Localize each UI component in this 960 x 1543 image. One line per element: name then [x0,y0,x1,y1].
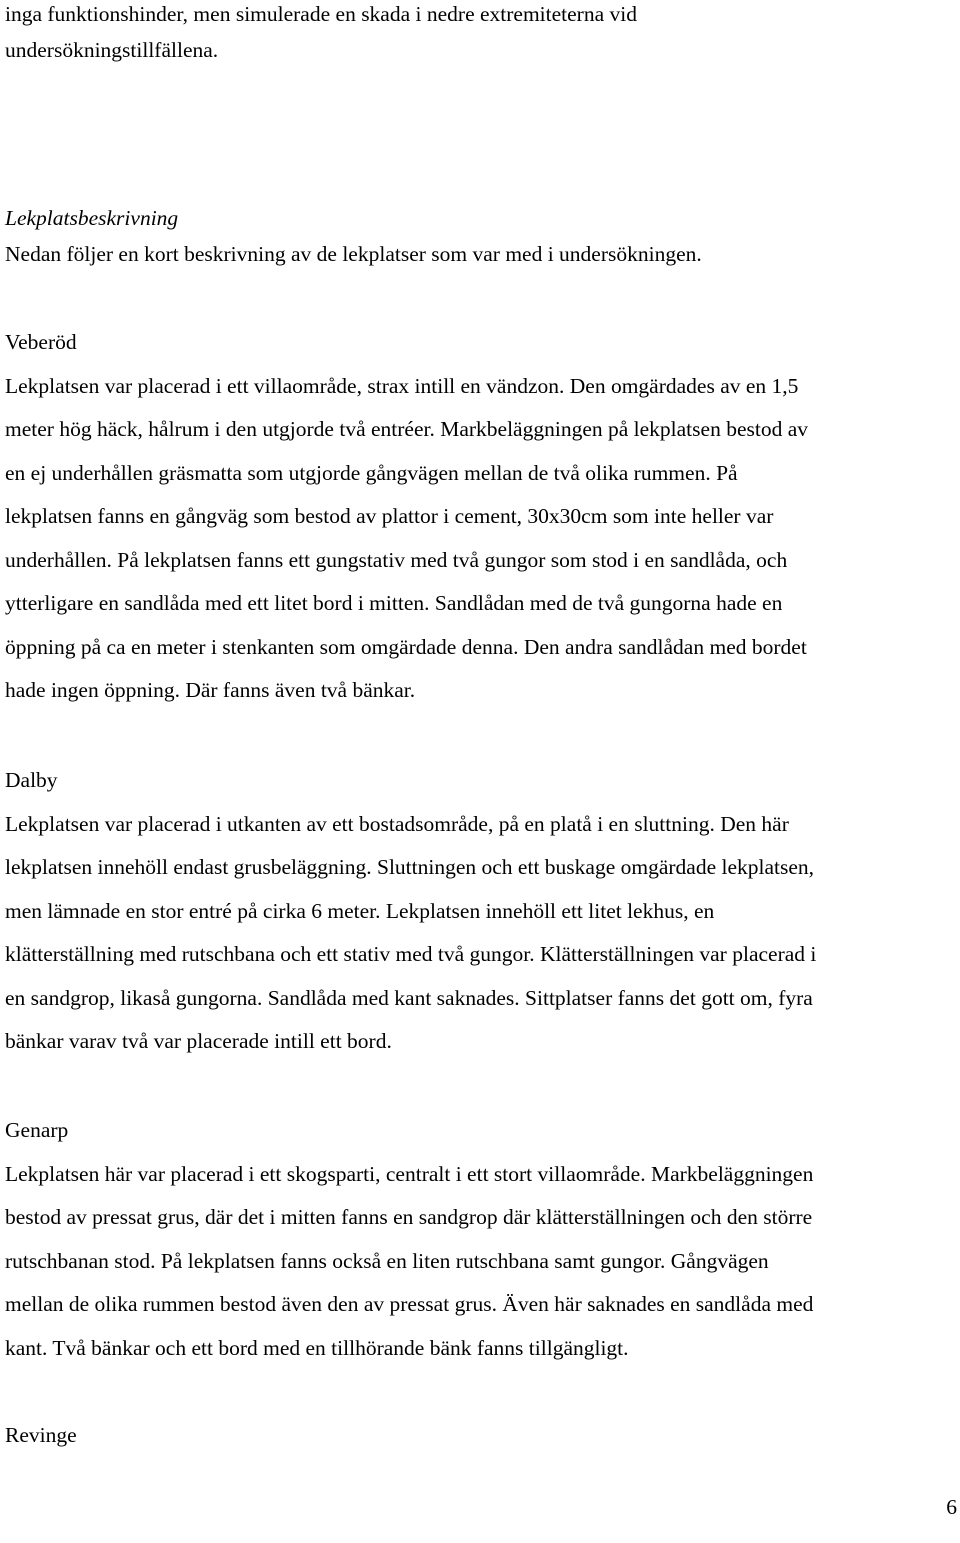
page-number: 6 [946,1495,957,1519]
paragraph-line: rutschbanan stod. På lekplatsen fanns också en liten rutschbana samt gungor. Gångvägen [5,1248,769,1273]
paragraph-line: hade ingen öppning. Där fanns även två bänkar. [5,678,416,702]
intro-line-2: undersökningstillfällena. [5,38,219,62]
section-genarp [5,1109,960,1370]
paragraph-line: bestod av pressat grus, där det i mitten fanns en sandgrop där klätterställningen och den större [5,1205,813,1229]
paragraph-line: ytterligare en sandlåda med ett litet bord i mitten. Sandlådan med de två gungorna hade en [5,591,783,615]
section-revinge [5,1414,960,1458]
paragraph-line: Lekplatsen här var placerad i ett skogsparti, centralt i ett stort villaområde. Markbeläggningen [5,1161,814,1186]
paragraph-line: en ej underhållen gräsmatta som utgjorde gångvägen mellan de två olika rummen. På [5,460,738,485]
description-text: Nedan följer en kort beskrivning av de lekplatser som var med i undersökningen. [5,242,702,266]
section-veberod [5,321,960,713]
paragraph-line: men lämnade en stor entré på cirka 6 meter. Lekplatsen innehöll ett litet lekhus, en [5,898,715,923]
section-heading-dalby: Dalby [5,768,58,792]
paragraph-line: lekplatsen fanns en gångväg som bestod av plattor i cement, 30x30cm som inte heller var [5,504,774,528]
paragraph-line: klätterställning med rutschbana och ett stativ med två gungor. Klätterställningen var placerad i [5,942,817,966]
intro-line-1: inga funktionshinder, men simulerade en skada i nedre extremiteterna vid [5,2,637,26]
paragraph-line: kant. Två bänkar och ett bord med en tillhörande bänk fanns tillgängligt. [5,1335,629,1360]
paragraph-line: mellan de olika rummen bestod även den av pressat grus. Även här saknades en sandlåda med [5,1292,814,1316]
paragraph-line: meter hög häck, hålrum i den utgjorde två entréer. Markbeläggningen på lekplatsen bestod av [5,417,808,441]
paragraph-line: öppning på ca en meter i stenkanten som omgärdade denna. Den andra sandlådan med bordet [5,634,807,659]
section-dalby [5,759,960,1064]
paragraph-line: bänkar varav två var placerade intill ett bord. [5,1029,392,1053]
section-heading-veberod: Veberöd [5,330,77,354]
description-block [5,200,960,272]
paragraph-line: Lekplatsen var placerad i utkanten av ett bostadsområde, på en platå i en sluttning. Den här [5,811,789,836]
paragraph-line: Lekplatsen var placerad i ett villaområde, strax intill en vändzon. Den omgärdades av en 1,5 [5,373,799,398]
section-heading-description: Lekplatsbeskrivning [5,206,179,230]
paragraph-line: lekplatsen innehöll endast grusbeläggning. Sluttningen och ett buskage omgärdade lekplatsen, [5,855,815,879]
paragraph-line: underhållen. På lekplatsen fanns ett gungstativ med två gungor som stod i en sandlåda, och [5,547,788,572]
intro-paragraph [5,0,960,68]
paragraph-line: en sandgrop, likaså gungorna. Sandlåda med kant saknades. Sittplatser fanns det gott om, fyra [5,985,813,1010]
section-heading-revinge: Revinge [5,1423,77,1447]
section-heading-genarp: Genarp [5,1118,69,1142]
